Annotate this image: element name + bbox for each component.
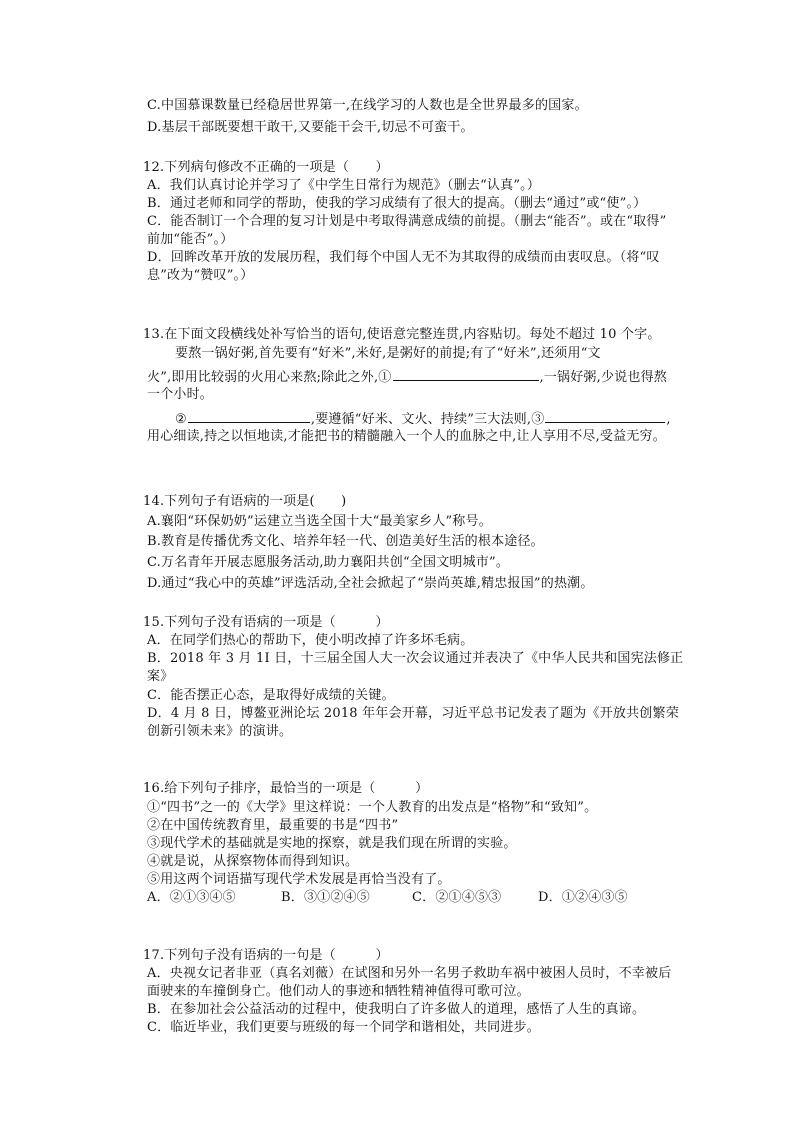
q16-option-b: B．③①②④⑤ (281, 890, 370, 905)
q15-option-b-cont: 案》 (147, 669, 174, 684)
q14-option-c: C.万名青年开展志愿服务活动,助力襄阳共创“全国文明城市”。 (147, 555, 510, 570)
question-12-stem: 12.下列病句修改不正确的一项是（ ） (143, 160, 389, 175)
q13-text: , (666, 412, 671, 427)
prev-option-d: D.基层干部既要想干敢干,又要能干会干,切忌不可蛮干。 (147, 120, 474, 135)
q12-option-d-cont: 息”改为“赞叹”。） (147, 268, 254, 283)
prev-option-c: C.中国慕课数量已经稳居世界第一,在线学习的人数也是全世界最多的国家。 (147, 98, 588, 113)
q13-text: 火”,即用比较弱的火用心来熬;除此之外,① (147, 370, 392, 385)
answer-blank-2[interactable] (188, 408, 310, 423)
question-14-stem: 14.下列句子有语病的一项是( ) (143, 494, 347, 509)
q16-sentence-2: ②在中国传统教育里，最重要的书是“四书” (147, 818, 399, 833)
q15-option-d: D．4 月 8 日，博鳌亚洲论坛 2018 年年会开幕，习近平总书记发表了题为《开放共创繁荣 (147, 706, 679, 721)
question-13-stem: 13.在下面文段横线处补写恰当的语句,使语意完整连贯,内容贴切。每处不超过 10 个字。 (143, 327, 661, 342)
q17-option-a: A．央视女记者非亚（真名刘薇）在试图和另外一名男子救助车祸中被困人员时，不幸被后 (147, 966, 672, 981)
q14-option-a: A.襄阳“环保奶奶”运建立当选全国十大“最美家乡人”称号。 (147, 514, 492, 529)
q13-para2-line1 (175, 408, 671, 429)
q12-option-b: B．通过老师和同学的帮助，使我的学习成绩有了很大的提高。（删去“通过”或“使”。） (147, 196, 647, 211)
q16-option-c: C．②①④⑤③ (412, 890, 502, 905)
q13-text: ,要遵循“好米、文火、持续”三大法则,③ (310, 412, 545, 427)
q17-option-b: B．在参加社会公益活动的过程中，使我明白了许多做人的道理，感悟了人生的真谛。 (147, 1002, 646, 1017)
q15-option-c: C．能否摆正心态，是取得好成绩的关键。 (147, 688, 395, 703)
q16-sentence-1: ①“四书”之一的《大学》里这样说：一个人教育的出发点是“格物”和“致知”。 (147, 800, 598, 815)
q15-option-b: B．2018 年 3 月 1I 日，十三届全国人大一次会议通过并表决了《中华人民共和国宪法修正 (147, 651, 684, 666)
q13-para1-line1: 要熬一锅好粥,首先要有“好米”,米好,是粥好的前提;有了“好米”,还须用“文 (175, 346, 601, 361)
q13-para1-line3: 一个小时。 (147, 387, 214, 402)
question-17-stem: 17.下列句子没有语病的一句是（ ） (143, 948, 389, 963)
q15-option-a: A．在同学们热心的帮助下，使小明改掉了许多坏毛病。 (147, 633, 474, 648)
q16-options (147, 889, 628, 907)
q13-para1-line2 (147, 366, 667, 387)
q12-option-c-cont: 前加“能否”。） (147, 232, 234, 247)
q12-option-a: A．我们认真讨论并学习了《中学生日常行为规范》（删去“认真”。） (147, 178, 541, 193)
q17-option-a-cont: 面驶来的车撞倒身亡。他们动人的事迹和牺牲精神值得可歌可泣。 (147, 984, 530, 999)
q13-text: ,一锅好粥,少说也得熬 (539, 370, 667, 385)
q12-option-d: D．回眸改革开放的发展历程，我们每个中国人无不为其取得的成绩而由衷叹息。（将“叹 (147, 250, 660, 265)
q13-para2-line2: 用心细读,持之以恒地读,才能把书的精髓融入一个人的血脉之中,让人享用不尽,受益无穷。 (147, 429, 666, 444)
question-16-stem: 16.给下列句子排序，最恰当的一项是（ ） (143, 781, 429, 796)
q15-option-d-cont: 创新引领未来》的演讲。 (147, 724, 293, 739)
answer-blank-3[interactable] (545, 408, 665, 423)
q14-option-d: D.通过“我心中的英雄”评选活动,全社会掀起了“崇尚英雄,精忠报国”的热潮。 (147, 576, 594, 591)
answer-blank-1[interactable] (393, 366, 539, 381)
q14-option-b: B.教育是传播优秀文化、培养年轻一代、创造美好生活的根本途径。 (147, 534, 544, 549)
q16-sentence-4: ④就是说，从探察物体而得到知识。 (147, 854, 359, 869)
question-15-stem: 15.下列句子没有语病的一项是（ ） (143, 615, 389, 630)
q16-sentence-5: ⑤用这两个词语描写现代学术发展是再恰当没有了。 (147, 872, 451, 887)
q16-sentence-3: ③现代学术的基础就是实地的探察，就是我们现在所谓的实验。 (147, 836, 517, 851)
q16-option-d: D．①②④③⑤ (538, 890, 628, 905)
q12-option-c: C．能否制订一个合理的复习计划是中考取得满意成绩的前提。（删去“能否”。或在“取得” (147, 214, 667, 229)
q13-text: ② (175, 412, 187, 427)
q16-option-a: A．②①③④⑤ (147, 890, 236, 905)
q17-option-c: C．临近毕业，我们更要与班级的每一个同学和谐相处，共同进步。 (147, 1020, 540, 1035)
